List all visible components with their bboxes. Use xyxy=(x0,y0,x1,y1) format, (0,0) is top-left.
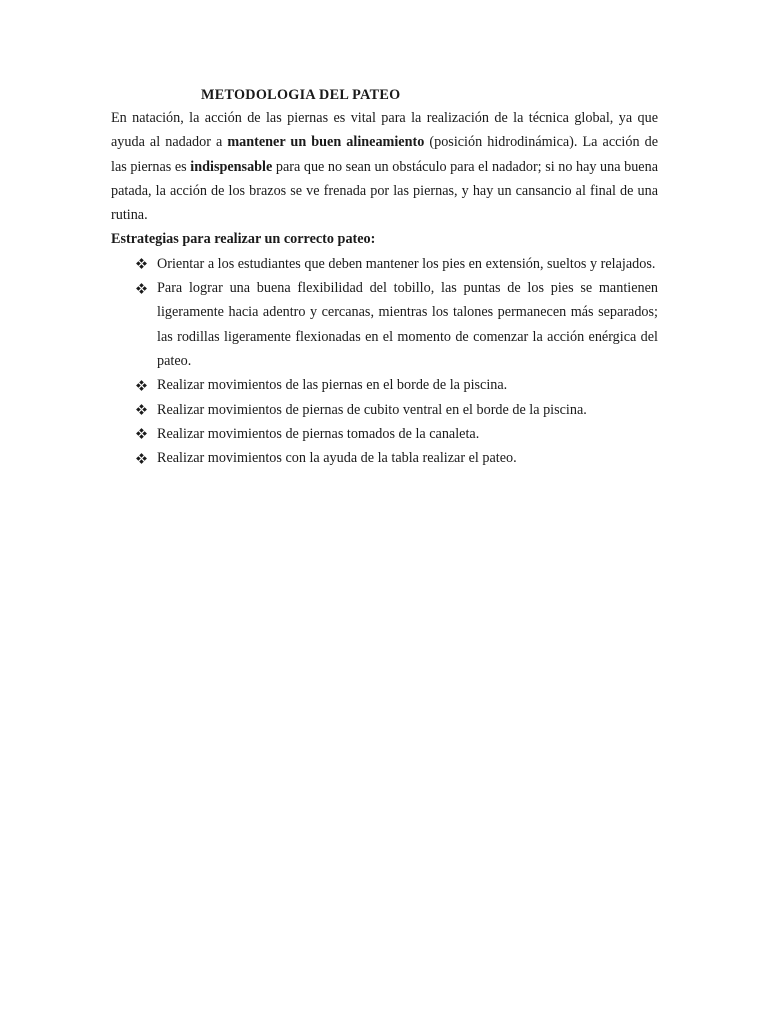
list-item xyxy=(111,398,658,422)
document-body xyxy=(111,84,658,470)
intro-text-3: para que no sean un obstáculo para el nadador; si no hay una buena patada, la acción de los brazos se ve frenada por las piernas, y hay un cansancio al final de una rutina. xyxy=(111,158,658,224)
diamond-bullet-icon xyxy=(133,276,149,300)
list-item-text: Realizar movimientos de piernas tomados de la canaleta. xyxy=(157,425,480,442)
list-item-text: Realizar movimientos con la ayuda de la tabla realizar el pateo. xyxy=(157,450,517,467)
intro-bold-indispensable: indispensable xyxy=(190,158,273,175)
diamond-bullet-icon xyxy=(133,398,149,422)
list-item xyxy=(111,446,658,470)
document-title: METODOLOGIA DEL PATEO xyxy=(201,87,401,103)
list-item xyxy=(111,373,658,397)
diamond-bullet-icon xyxy=(133,373,149,397)
diamond-bullet-icon xyxy=(133,422,149,446)
list-item xyxy=(111,252,658,276)
diamond-bullet-icon xyxy=(133,252,149,276)
intro-bold-alignment: mantener un buen alineamiento xyxy=(227,134,425,151)
list-item-text: Realizar movimientos de piernas de cubito ventral en el borde de la piscina. xyxy=(157,401,587,418)
strategies-heading: Estrategias para realizar un correcto pateo: xyxy=(111,231,376,248)
list-item-text: Para lograr una buena flexibilidad del tobillo, las puntas de los pies se mantienen ligeramente hacia adentro y cercanas, mientras los talones permanecen más separados; las rodillas ligeramente flexionadas en el momento de comenzar la acción enérgica del pateo. xyxy=(157,280,658,369)
list-item-text: Orientar a los estudiantes que deben mantener los pies en extensión, sueltos y relajados. xyxy=(157,255,656,272)
intro-text-2: (posición hidrodinámica). La acción de las piernas es xyxy=(111,134,658,175)
list-item xyxy=(111,276,658,373)
intro-paragraph xyxy=(111,106,658,227)
strategies-list xyxy=(111,252,658,471)
intro-text-1: En natación, la acción de las piernas es vital para la realización de la técnica global, ya que ayuda al nadador a xyxy=(111,110,658,151)
list-item-text: Realizar movimientos de las piernas en el borde de la piscina. xyxy=(157,377,508,394)
diamond-bullet-icon xyxy=(133,446,149,470)
list-item xyxy=(111,422,658,446)
